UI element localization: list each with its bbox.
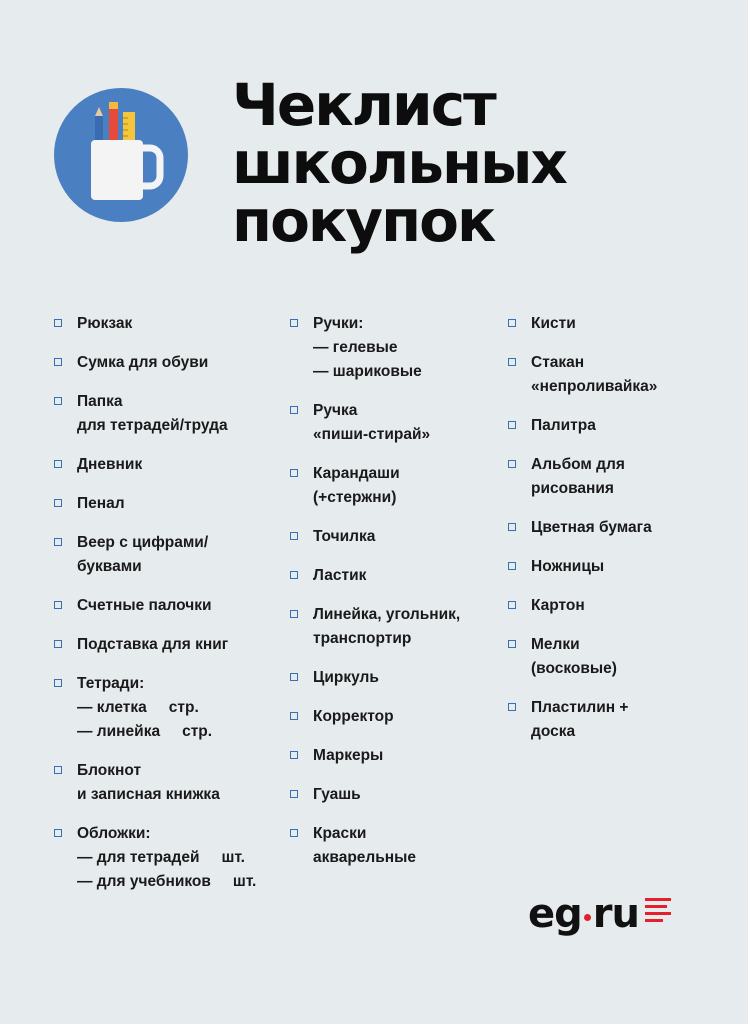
item-text: Точилка bbox=[313, 528, 376, 545]
item-text: Счетные палочки bbox=[77, 597, 212, 614]
item-text: Дневник bbox=[77, 456, 143, 473]
checklist-item[interactable] bbox=[508, 696, 657, 744]
item-label-line bbox=[313, 423, 430, 447]
checkbox[interactable] bbox=[290, 571, 298, 579]
title-line: школьных bbox=[232, 129, 566, 197]
checkbox[interactable] bbox=[508, 460, 516, 468]
item-label-line bbox=[531, 453, 625, 477]
checklist-item[interactable] bbox=[290, 783, 460, 807]
item-label-line bbox=[531, 414, 596, 438]
item-text: Альбом для bbox=[531, 456, 625, 473]
checklist-item[interactable] bbox=[54, 531, 256, 579]
item-label bbox=[531, 696, 628, 744]
item-label-line bbox=[313, 486, 400, 510]
item-label-line bbox=[531, 477, 625, 501]
item-label-line bbox=[531, 516, 652, 540]
checklist-item[interactable] bbox=[290, 399, 460, 447]
logo-text-left: eg bbox=[528, 891, 582, 937]
item-text: Карандаши bbox=[313, 465, 400, 482]
item-label-line bbox=[313, 705, 394, 729]
item-text: Веер с цифрами/ bbox=[77, 534, 209, 551]
checklist-item[interactable] bbox=[290, 744, 460, 768]
item-label-line bbox=[313, 627, 460, 651]
item-text: Тетради: bbox=[77, 675, 145, 692]
checklist-item[interactable] bbox=[508, 555, 657, 579]
item-text: акварельные bbox=[313, 849, 417, 866]
logo-text-right: ru bbox=[592, 891, 639, 937]
item-label-line bbox=[77, 696, 212, 720]
item-text: рисования bbox=[531, 480, 614, 497]
item-label-line bbox=[313, 336, 422, 360]
item-label bbox=[313, 744, 383, 768]
item-label-line bbox=[77, 672, 212, 696]
checklist-item[interactable] bbox=[54, 453, 256, 477]
item-label-line bbox=[77, 312, 132, 336]
checklist-item[interactable] bbox=[54, 492, 256, 516]
checklist-item[interactable] bbox=[508, 351, 657, 399]
checklist-item[interactable] bbox=[508, 453, 657, 501]
item-label-line bbox=[77, 390, 228, 414]
checkbox[interactable] bbox=[508, 523, 516, 531]
checklist-column-1 bbox=[54, 312, 256, 909]
checklist-item[interactable] bbox=[54, 672, 256, 744]
checkbox[interactable] bbox=[508, 562, 516, 570]
item-label bbox=[77, 822, 256, 894]
checkbox[interactable] bbox=[508, 601, 516, 609]
checkbox[interactable] bbox=[54, 640, 62, 648]
item-label-line bbox=[313, 846, 416, 870]
checklist-item[interactable] bbox=[290, 603, 460, 651]
checkbox[interactable] bbox=[508, 703, 516, 711]
checklist-item[interactable] bbox=[508, 633, 657, 681]
checkbox[interactable] bbox=[54, 358, 62, 366]
item-text: Цветная бумага bbox=[531, 519, 652, 536]
item-text: Ручки: bbox=[313, 315, 364, 332]
item-label-line bbox=[77, 351, 208, 375]
item-text: (восковые) bbox=[531, 660, 617, 677]
item-label-line bbox=[313, 744, 383, 768]
eg-ru-logo bbox=[528, 892, 671, 936]
checklist-item[interactable] bbox=[54, 633, 256, 657]
item-text: для тетрадей/труда bbox=[77, 417, 228, 434]
item-label-line bbox=[313, 666, 379, 690]
item-text: Ножницы bbox=[531, 558, 605, 575]
item-text: — гелевые bbox=[313, 339, 398, 356]
item-label bbox=[531, 414, 596, 438]
item-label-line bbox=[531, 375, 657, 399]
item-label-line bbox=[77, 870, 256, 894]
item-text: Подставка для книг bbox=[77, 636, 229, 653]
item-label bbox=[531, 351, 657, 399]
checklist-item[interactable] bbox=[290, 462, 460, 510]
checkbox[interactable] bbox=[54, 319, 62, 327]
item-text: «пиши-стирай» bbox=[313, 426, 431, 443]
checklist-item[interactable] bbox=[54, 351, 256, 375]
checkbox[interactable] bbox=[290, 829, 298, 837]
item-text: — клетка bbox=[77, 699, 147, 716]
item-text: доска bbox=[531, 723, 576, 740]
item-label bbox=[313, 666, 379, 690]
item-label bbox=[77, 672, 212, 744]
item-unit: шт. bbox=[232, 873, 257, 890]
checkbox[interactable] bbox=[290, 790, 298, 798]
checkbox[interactable] bbox=[54, 397, 62, 405]
item-label bbox=[531, 594, 585, 618]
item-label bbox=[77, 594, 212, 618]
item-text: Пластилин + bbox=[531, 699, 629, 716]
item-label-line bbox=[77, 453, 142, 477]
item-text: Гуашь bbox=[313, 786, 361, 803]
checklist-item[interactable] bbox=[54, 594, 256, 618]
item-text: Сумка для обуви bbox=[77, 354, 209, 371]
checkbox[interactable] bbox=[54, 538, 62, 546]
item-text: Палитра bbox=[531, 417, 596, 434]
item-text: Картон bbox=[531, 597, 585, 614]
item-label-line bbox=[77, 846, 256, 870]
item-label-line bbox=[77, 414, 228, 438]
item-label-line bbox=[313, 312, 422, 336]
checkbox[interactable] bbox=[290, 406, 298, 414]
checkbox[interactable] bbox=[54, 766, 62, 774]
item-label-line bbox=[313, 525, 375, 549]
item-unit: стр. bbox=[168, 699, 199, 716]
item-label bbox=[531, 633, 617, 681]
item-label bbox=[77, 633, 228, 657]
checkbox[interactable] bbox=[54, 460, 62, 468]
checkbox[interactable] bbox=[54, 829, 62, 837]
item-label bbox=[313, 312, 422, 384]
item-label bbox=[313, 783, 361, 807]
item-unit: шт. bbox=[221, 849, 245, 866]
checkbox[interactable] bbox=[290, 469, 298, 477]
item-label-line bbox=[531, 312, 576, 336]
item-text: «непроливайка» bbox=[531, 378, 658, 395]
item-label-line bbox=[313, 564, 366, 588]
checklist-column-3 bbox=[508, 312, 657, 759]
item-label-line bbox=[77, 555, 208, 579]
checkbox[interactable] bbox=[54, 499, 62, 507]
item-text: Корректор bbox=[313, 708, 394, 725]
item-text: — для учебников bbox=[77, 873, 211, 890]
checkbox[interactable] bbox=[290, 712, 298, 720]
checklist-item[interactable] bbox=[508, 516, 657, 540]
item-label bbox=[313, 705, 394, 729]
checkbox[interactable] bbox=[290, 532, 298, 540]
item-label-line bbox=[531, 657, 617, 681]
page-title bbox=[232, 71, 566, 255]
checklist-item[interactable] bbox=[290, 312, 460, 384]
item-label bbox=[77, 492, 125, 516]
checklist-item[interactable] bbox=[290, 564, 460, 588]
item-text: — для тетрадей bbox=[77, 849, 200, 866]
checkbox[interactable] bbox=[508, 319, 516, 327]
item-text: — шариковые bbox=[313, 363, 422, 380]
checkbox[interactable] bbox=[508, 421, 516, 429]
item-label-line bbox=[77, 783, 220, 807]
item-text: Мелки bbox=[531, 636, 580, 653]
item-label bbox=[313, 603, 460, 651]
checklist-item[interactable] bbox=[290, 822, 460, 870]
checklist-item[interactable] bbox=[54, 759, 256, 807]
item-text: и записная книжка bbox=[77, 786, 220, 803]
item-text: Ластик bbox=[313, 567, 367, 584]
item-label bbox=[313, 525, 375, 549]
item-text: Папка bbox=[77, 393, 123, 410]
item-text: — линейка bbox=[77, 723, 161, 740]
item-text: Обложки: bbox=[77, 825, 151, 842]
item-label bbox=[77, 531, 208, 579]
item-text: Рюкзак bbox=[77, 315, 133, 332]
item-label bbox=[313, 462, 400, 510]
item-label-line bbox=[531, 351, 657, 375]
checklist-item[interactable] bbox=[54, 312, 256, 336]
item-label bbox=[77, 453, 142, 477]
item-text: Циркуль bbox=[313, 669, 379, 686]
item-text: Блокнот bbox=[77, 762, 142, 779]
item-label-line bbox=[77, 822, 256, 846]
checklist-item[interactable] bbox=[290, 666, 460, 690]
item-label-line bbox=[313, 603, 460, 627]
item-label-line bbox=[531, 696, 628, 720]
item-text: Маркеры bbox=[313, 747, 384, 764]
checklist-item[interactable] bbox=[290, 705, 460, 729]
item-label-line bbox=[77, 633, 228, 657]
item-label-line bbox=[313, 822, 416, 846]
item-label bbox=[531, 312, 576, 336]
item-text: буквами bbox=[77, 558, 142, 575]
item-label-line bbox=[77, 492, 125, 516]
checklist-item[interactable] bbox=[508, 594, 657, 618]
item-label-line bbox=[77, 759, 220, 783]
item-unit: стр. bbox=[182, 723, 213, 740]
item-label bbox=[531, 516, 652, 540]
item-text: Пенал bbox=[77, 495, 125, 512]
item-label bbox=[77, 390, 228, 438]
item-text: Ручка bbox=[313, 402, 358, 419]
checklist-item[interactable] bbox=[54, 390, 256, 438]
item-label-line bbox=[531, 594, 585, 618]
item-text: Кисти bbox=[531, 315, 576, 332]
checkbox[interactable] bbox=[290, 751, 298, 759]
title-line: покупок bbox=[232, 187, 495, 255]
item-label-line bbox=[77, 720, 212, 744]
logo-dot bbox=[584, 914, 591, 921]
item-label-line bbox=[313, 783, 361, 807]
item-text: транспортир bbox=[313, 630, 412, 647]
item-label bbox=[77, 351, 208, 375]
title-line: Чеклист bbox=[232, 71, 495, 139]
item-label-line bbox=[77, 594, 212, 618]
item-text: Краски bbox=[313, 825, 367, 842]
checkbox[interactable] bbox=[508, 640, 516, 648]
checkbox[interactable] bbox=[508, 358, 516, 366]
item-label-line bbox=[313, 462, 400, 486]
item-label bbox=[313, 399, 430, 447]
checkbox[interactable] bbox=[54, 601, 62, 609]
checklist-column-2 bbox=[290, 312, 460, 885]
item-label bbox=[313, 822, 416, 870]
item-label bbox=[77, 759, 220, 807]
checkbox[interactable] bbox=[290, 319, 298, 327]
item-label bbox=[313, 564, 366, 588]
checkbox[interactable] bbox=[290, 610, 298, 618]
checklist-item[interactable] bbox=[54, 822, 256, 894]
checkbox[interactable] bbox=[290, 673, 298, 681]
item-label-line bbox=[313, 360, 422, 384]
item-label-line bbox=[77, 531, 208, 555]
logo-lines-icon bbox=[645, 898, 671, 922]
mug-with-pencils-icon bbox=[54, 88, 188, 222]
item-label-line bbox=[531, 633, 617, 657]
checklist-item[interactable] bbox=[508, 414, 657, 438]
item-label bbox=[531, 453, 625, 501]
item-label-line bbox=[531, 555, 604, 579]
item-label-line bbox=[531, 720, 628, 744]
checklist-item[interactable] bbox=[508, 312, 657, 336]
item-label-line bbox=[313, 399, 430, 423]
checklist-item[interactable] bbox=[290, 525, 460, 549]
item-text: (+стержни) bbox=[313, 489, 397, 506]
item-label bbox=[531, 555, 604, 579]
item-text: Линейка, угольник, bbox=[313, 606, 461, 623]
item-label bbox=[77, 312, 132, 336]
item-text: Стакан bbox=[531, 354, 585, 371]
checkbox[interactable] bbox=[54, 679, 62, 687]
